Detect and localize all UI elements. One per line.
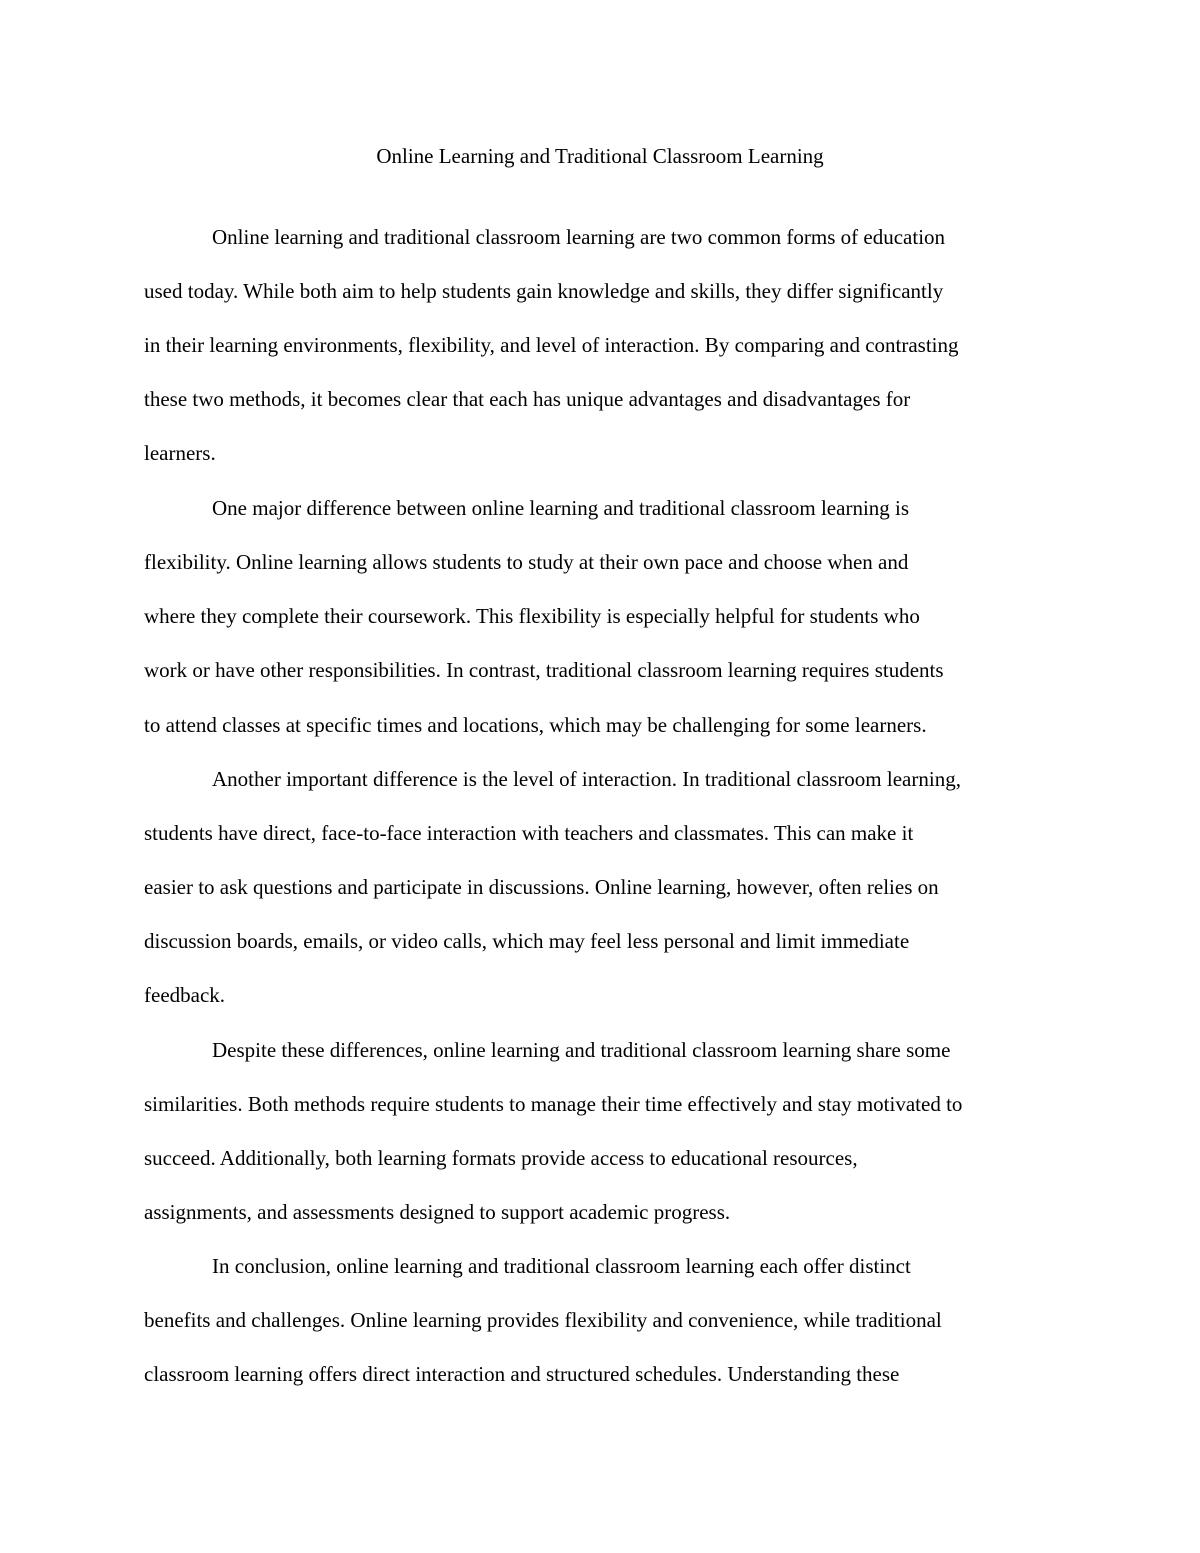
paragraph-2-line-3: where they complete their coursework. This flexibility is especially helpful for students who bbox=[144, 604, 920, 628]
paragraph-5-line-3: classroom learning offers direct interaction and structured schedules. Understanding these bbox=[144, 1362, 900, 1386]
paragraph-2-line-5: to attend classes at specific times and locations, which may be challenging for some learners. bbox=[144, 713, 927, 737]
paragraph-1-line-4: these two methods, it becomes clear that each has unique advantages and disadvantages for bbox=[144, 387, 911, 411]
paragraph-1-line-1: Online learning and traditional classroom learning are two common forms of education bbox=[212, 225, 946, 249]
paragraph-3-line-5: feedback. bbox=[144, 983, 226, 1007]
paragraph-1-line-5: learners. bbox=[144, 441, 216, 465]
paragraph-4-line-3: succeed. Additionally, both learning formats provide access to educational resources, bbox=[144, 1146, 858, 1170]
paragraph-4-line-1: Despite these differences, online learning and traditional classroom learning share some bbox=[212, 1038, 951, 1062]
paragraph-3-line-2: students have direct, face-to-face interaction with teachers and classmates. This can make it bbox=[144, 821, 914, 845]
paragraph-3-line-3: easier to ask questions and participate in discussions. Online learning, however, often relies on bbox=[144, 875, 939, 899]
paragraph-5-line-1: In conclusion, online learning and traditional classroom learning each offer distinct bbox=[212, 1254, 911, 1278]
paragraph-3-line-1: Another important difference is the level of interaction. In traditional classroom learning, bbox=[212, 767, 961, 791]
paragraph-2-line-2: flexibility. Online learning allows students to study at their own pace and choose when and bbox=[144, 550, 909, 574]
document-title: Online Learning and Traditional Classroom Learning bbox=[376, 144, 824, 168]
paragraph-4-line-2: similarities. Both methods require students to manage their time effectively and stay motivated to bbox=[144, 1092, 963, 1116]
paragraph-1-line-3: in their learning environments, flexibility, and level of interaction. By comparing and contrasting bbox=[144, 333, 959, 357]
paragraph-4-line-4: assignments, and assessments designed to support academic progress. bbox=[144, 1200, 731, 1224]
paragraph-3-line-4: discussion boards, emails, or video calls, which may feel less personal and limit immediate bbox=[144, 929, 910, 953]
paragraph-2-line-1: One major difference between online learning and traditional classroom learning is bbox=[212, 496, 910, 520]
paragraph-1-line-2: used today. While both aim to help students gain knowledge and skills, they differ significantly bbox=[144, 279, 944, 303]
paragraph-5-line-2: benefits and challenges. Online learning provides flexibility and convenience, while traditional bbox=[144, 1308, 942, 1332]
paragraph-2-line-4: work or have other responsibilities. In contrast, traditional classroom learning requires students bbox=[144, 658, 944, 682]
